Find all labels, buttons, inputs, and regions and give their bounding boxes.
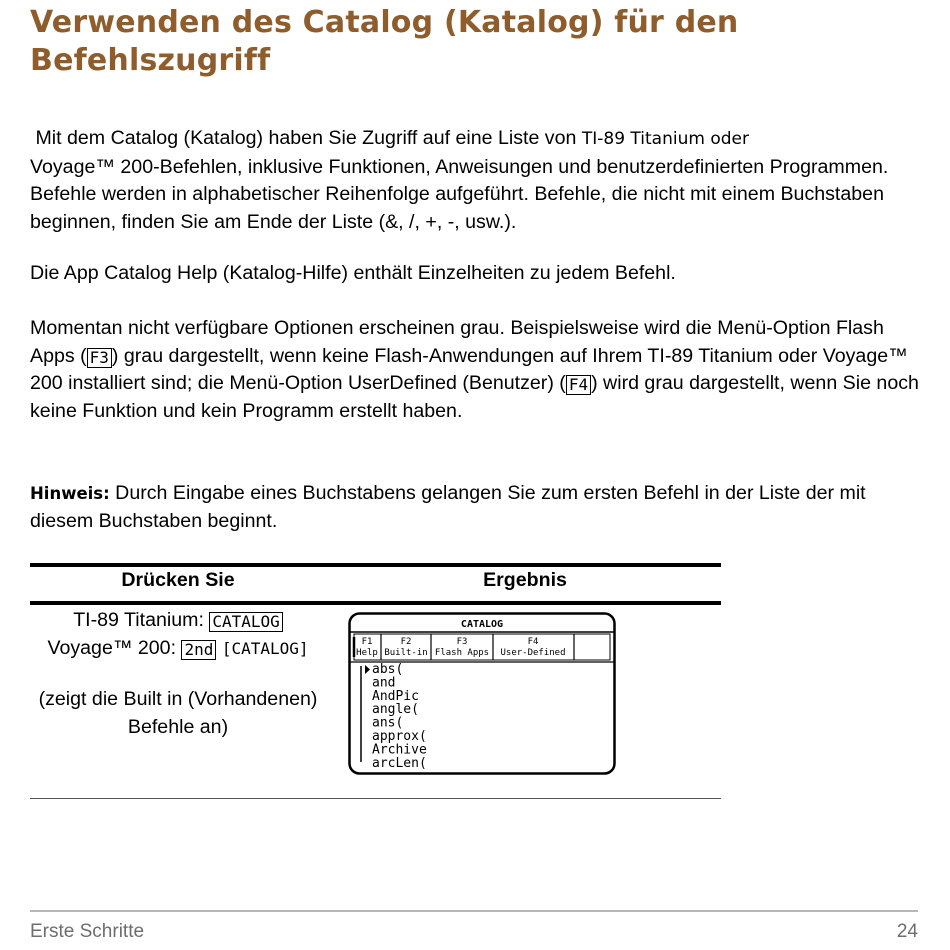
f3-key: F3 (87, 348, 112, 368)
2nd-key: 2nd (181, 640, 216, 660)
f4-key: F4 (566, 375, 591, 395)
grey-text-1: Momentan nicht verfügbare Optionen erscheinen grau. Beispielsweise wird die Menü-Option Flash Apps ( (30, 317, 884, 367)
calc-menu-f2-label: Built-in (384, 648, 428, 658)
table-top-rule (30, 563, 721, 567)
voyage-label: Voyage™ 200: (47, 637, 182, 659)
note-paragraph (30, 480, 925, 535)
page-number: 24 (896, 921, 918, 942)
page-title (30, 4, 930, 80)
intro-paragraph (30, 125, 925, 236)
grey-text-3: ) wird grau dargestellt, wenn Sie noch keine Funktion und kein Programm erstellt haben. (30, 372, 919, 422)
table-cell-voyage (30, 635, 326, 663)
calc-command-item: and (372, 675, 396, 691)
calc-command-item: Archive (372, 742, 427, 758)
intro-text-2: Voyage™ 200-Befehlen, inklusive Funktionen, Anweisungen und benutzerdefinierten Programmen. Befehle werden in alphabetischer Reihenfolge aufgeführt. Befehle, die nicht mit einem Buchstaben beginnen, finden Sie am Ende der Liste (&, /, +, -, usw.). (30, 155, 889, 233)
catalog-key: CATALOG (209, 612, 282, 632)
calc-menu-f4-label: User-Defined (500, 648, 566, 658)
calc-command-item: ans( (372, 715, 404, 731)
calc-menu-f4-key: F4 (527, 637, 539, 647)
help-paragraph: Die App Catalog Help (Katalog-Hilfe) enthält Einzelheiten zu jedem Befehl. (30, 262, 676, 284)
table-header-result: Ergebnis (483, 569, 567, 591)
calc-menu-f2-key: F2 (400, 637, 412, 647)
calc-command-item: arcLen( (372, 755, 427, 771)
table-header-rule (30, 601, 721, 605)
table-cell-description: (zeigt die Built in (Vorhandenen) Befehle an) (38, 688, 318, 738)
calc-title: CATALOG (460, 619, 504, 630)
page-title-line-2: Befehlszugriff (30, 43, 271, 78)
intro-device-name: TI-89 Titanium oder (581, 129, 749, 149)
intro-text-1: Mit dem Catalog (Katalog) haben Sie Zugriff auf eine Liste von (30, 127, 582, 149)
table-cell-ti89 (30, 607, 326, 635)
note-label: Hinweis: (30, 484, 110, 503)
page-title-line-1: Verwenden des Catalog (Katalog) für den (30, 5, 739, 40)
calc-menu-f1-key: F1 (361, 637, 373, 647)
footer-section: Erste Schritte (30, 921, 145, 942)
ti89-label: TI-89 Titanium: (73, 609, 210, 631)
grey-options-paragraph (30, 315, 925, 425)
calculator-screen (348, 612, 616, 775)
calc-command-item: abs( (372, 662, 404, 677)
catalog-bracket-key: [CATALOG] (221, 639, 309, 658)
calc-menu-f1-label: Help (356, 648, 378, 658)
calc-command-item: AndPic (372, 688, 419, 704)
calc-command-item: angle( (372, 702, 419, 718)
table-bottom-rule (30, 798, 721, 799)
footer-rule (30, 910, 918, 912)
grey-text-2: ) grau dargestellt, wenn keine Flash-Anwendungen auf Ihrem TI-89 Titanium oder Voyage™ 200 installiert sind; die Menü-Option UserDefined (Benutzer) ( (30, 344, 908, 395)
note-text: Durch Eingabe eines Buchstabens gelangen Sie zum ersten Befehl in der Liste der mit diesem Buchstaben beginnt. (30, 482, 866, 532)
calc-menu-f3-label: Flash Apps (434, 648, 490, 658)
table-header-press: Drücken Sie (121, 569, 235, 591)
calc-command-item: approx( (372, 729, 427, 744)
calc-menu-f3-key: F3 (456, 637, 468, 647)
